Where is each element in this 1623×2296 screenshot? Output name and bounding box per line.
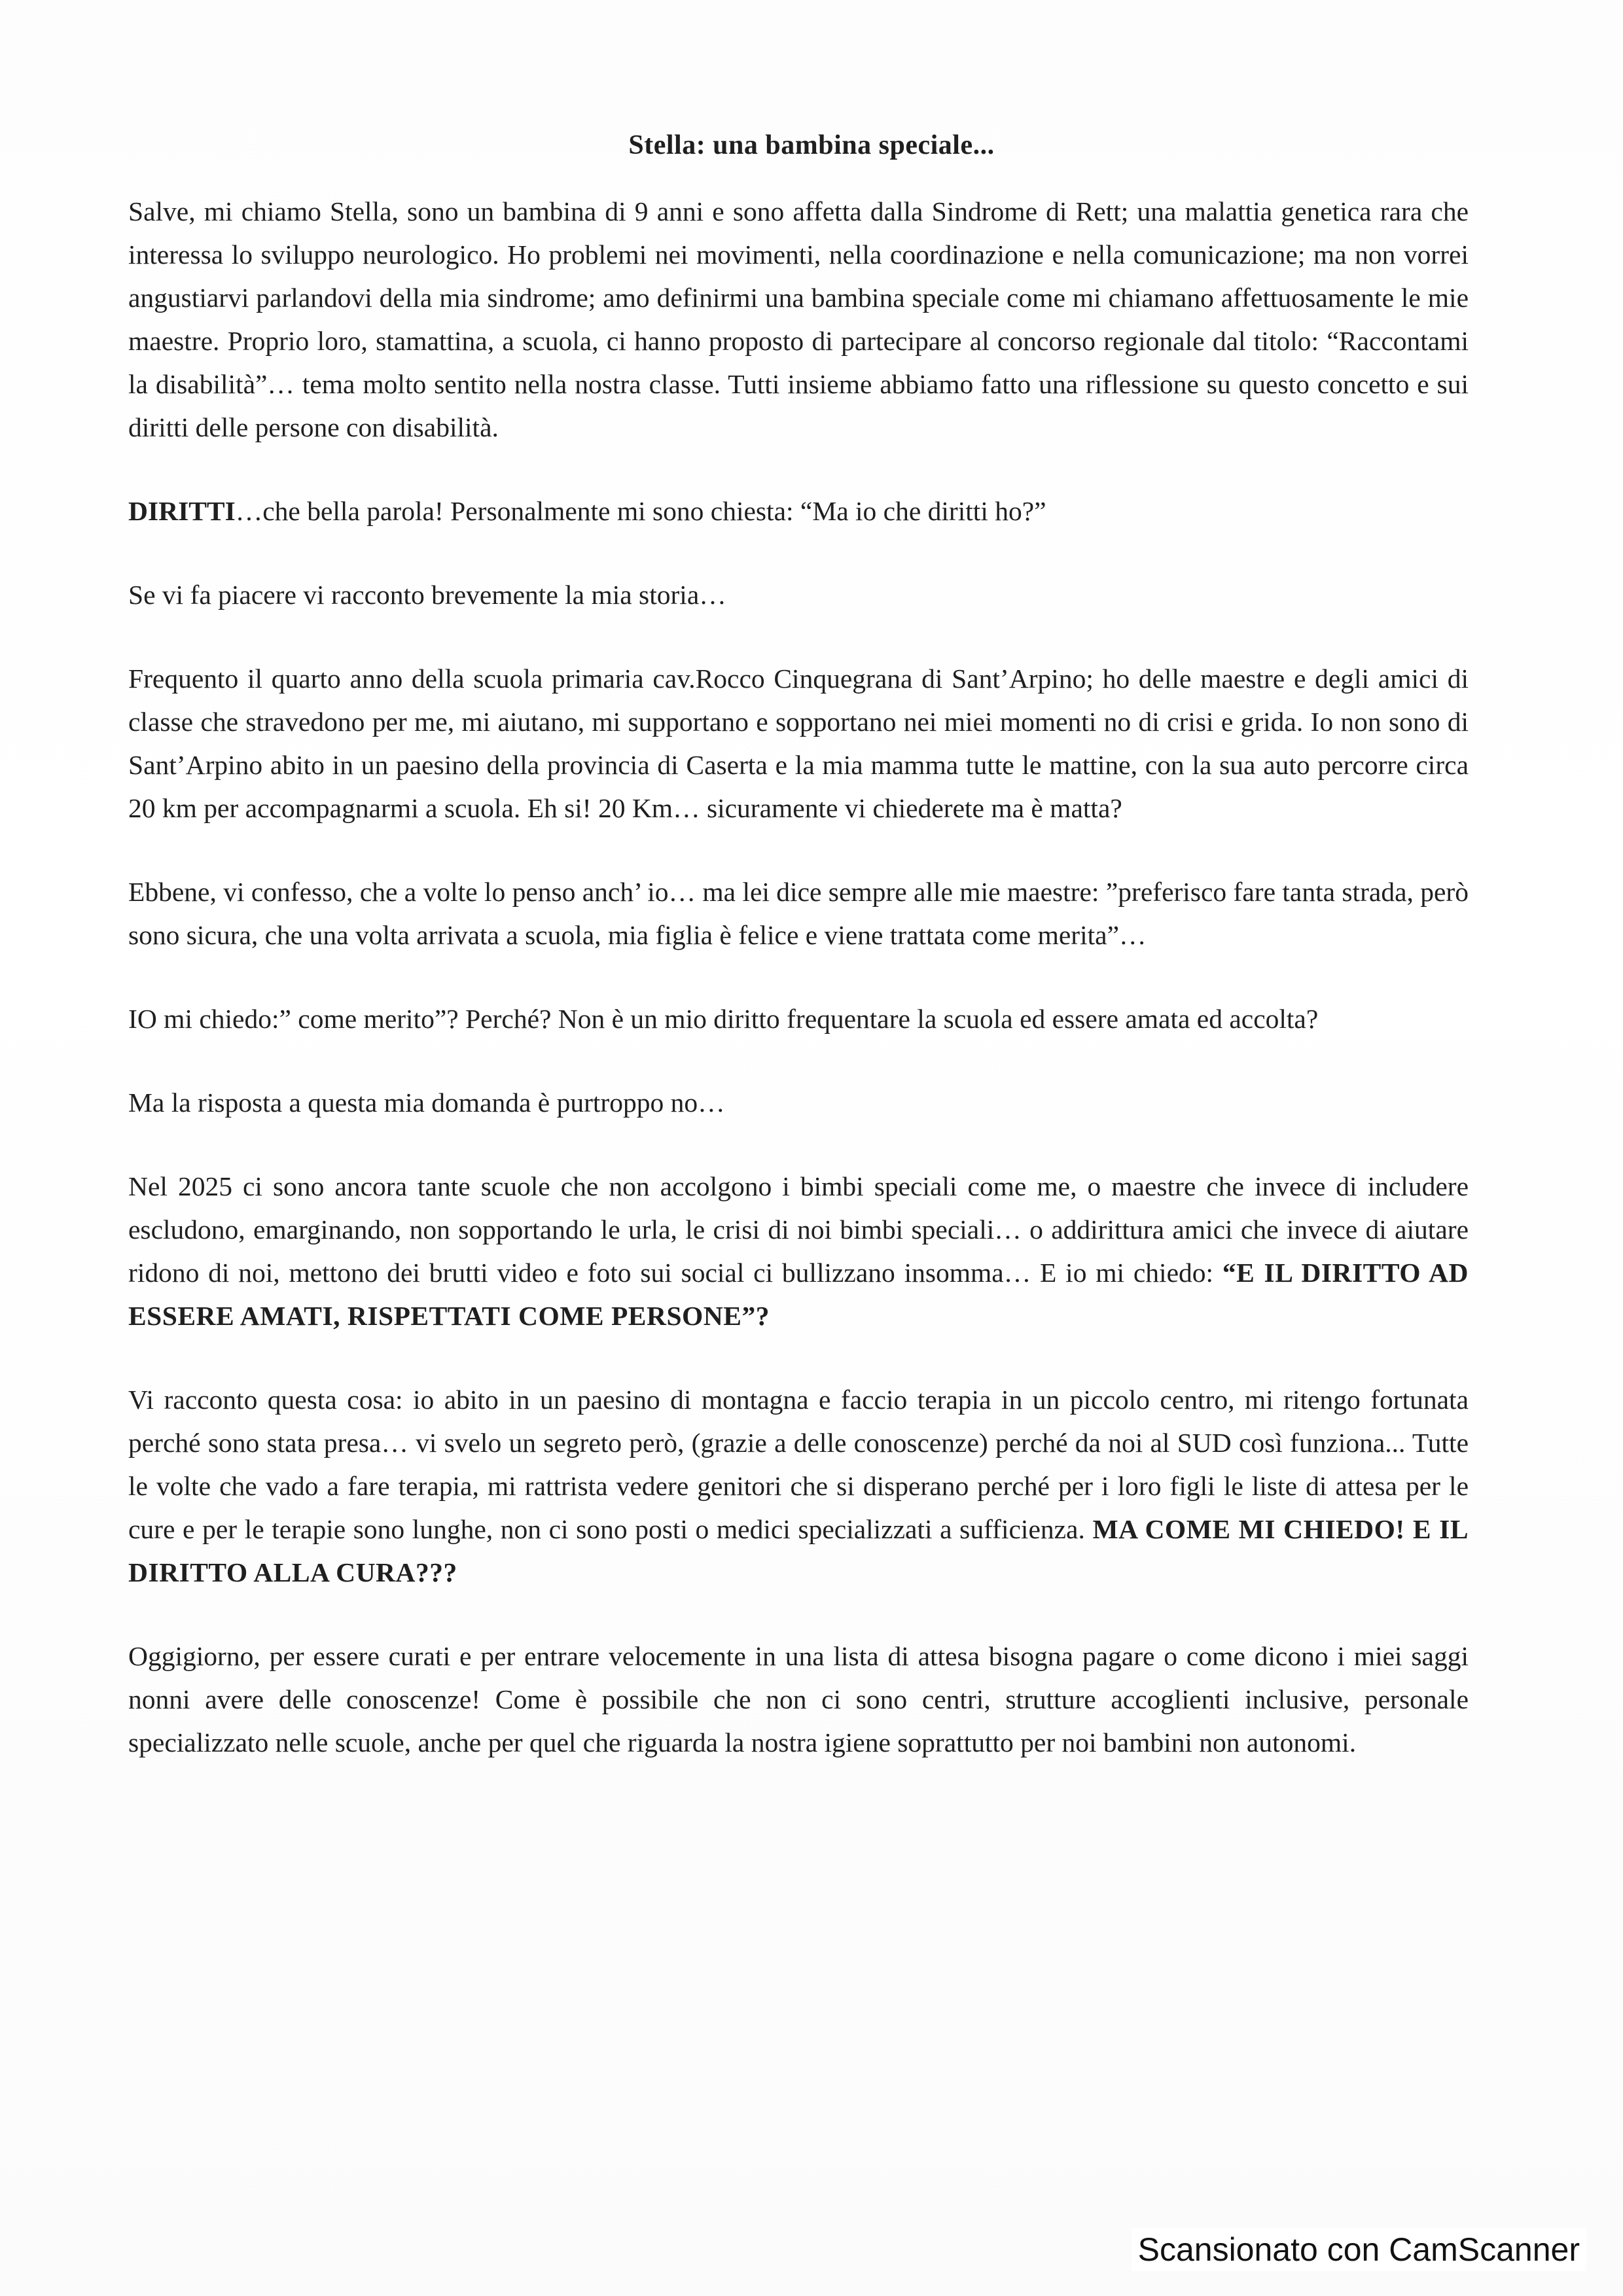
paragraph-text: Ma la risposta a questa mia domanda è purtroppo no… [128, 1087, 725, 1118]
paragraph-bold-text: “E IL DIRITTO AD ESSERE AMATI, RISPETTATI COME PERSONE”? [128, 1258, 1469, 1331]
paragraph-7 [128, 1081, 1469, 1124]
paragraph-text: Vi racconto questa cosa: io abito in un paesino di montagna e faccio terapia in un piccolo centro, mi ritengo fortunata perché sono stata presa… vi svelo un segreto però, (grazie a delle conoscenze) perché da noi al SUD così funziona... Tutte le volte che vado a fare terapia, mi rattrista vedere genitori che si disperano perché per i loro figli le liste di attesa per le cure e per le terapie sono lunghe, non ci sono posti o medici specializzati a sufficienza. [128, 1385, 1469, 1544]
paragraph-text: Nel 2025 ci sono ancora tante scuole che non accolgono i bimbi speciali come me, o maestre che invece di includere escludono, emarginando, non sopportando le urla, le crisi di noi bimbi speciali… o addirittura amici che invece di aiutare ridono di noi, mettono dei brutti video e foto sui social ci bullizzano insomma… E io mi chiedo: [128, 1171, 1469, 1288]
paragraph-text: Salve, mi chiamo Stella, sono un bambina di 9 anni e sono affetta dalla Sindrome di Rett; una malattia genetica rara che interessa lo sviluppo neurologico. Ho problemi nei movimenti, nella coordinazione e nella comunicazione; ma non vorrei angustiarvi parlandovi della mia sindrome; amo definirmi una bambina speciale come mi chiamano affettuosamente le mie maestre. Proprio loro, stamattina, a scuola, ci hanno proposto di partecipare al concorso regionale dal titolo: “Raccontami la disabilità”… tema molto sentito nella nostra classe. Tutti insieme abbiamo fatto una riflessione su questo concetto e sui diritti delle persone con disabilità. [128, 196, 1469, 442]
paragraph-bold-text: MA COME MI CHIEDO! E IL DIRITTO ALLA CURA??? [128, 1514, 1469, 1587]
paragraph-8 [128, 1165, 1469, 1337]
paragraph-text: Frequento il quarto anno della scuola primaria cav.Rocco Cinquegrana di Sant’Arpino; ho delle maestre e degli amici di classe che stravedono per me, mi aiutano, mi supportano e sopportano nei miei momenti no di crisi e grida. Io non sono di Sant’Arpino abito in un paesino della provincia di Caserta e la mia mamma tutte le mattine, con la sua auto percorre circa 20 km per accompagnarmi a scuola. Eh si! 20 Km… sicuramente vi chiederete ma è matta? [128, 663, 1469, 823]
paragraph-4 [128, 657, 1469, 830]
paragraph-text: Ebbene, vi confesso, che a volte lo penso anch’ io… ma lei dice sempre alle mie maestre: ”preferisco fare tanta strada, però sono sicura, che una volta arrivata a scuola, mia figlia è felice e viene trattata come merita”… [128, 877, 1469, 950]
document-body [128, 190, 1469, 1805]
paragraph-text: …che bella parola! Personalmente mi sono chiesta: “Ma io che diritti ho?” [235, 496, 1046, 526]
paragraph-text: IO mi chiedo:” come merito”? Perché? Non è un mio diritto frequentare la scuola ed essere amata ed accolta? [128, 1004, 1319, 1034]
paragraph-text: Se vi fa piacere vi racconto brevemente la mia storia… [128, 580, 726, 610]
paragraph-10 [128, 1634, 1469, 1764]
paragraph-2 [128, 489, 1469, 533]
paragraph-3 [128, 573, 1469, 616]
paragraph-bold-text: DIRITTI [128, 496, 236, 526]
document-title: Stella: una bambina speciale... [628, 130, 995, 160]
paragraph-1 [128, 190, 1469, 449]
scanner-watermark: Scansionato con CamScanner [1132, 2228, 1586, 2271]
paragraph-6 [128, 997, 1469, 1040]
paragraph-text: Oggigiorno, per essere curati e per entrare velocemente in una lista di attesa bisogna pagare o come dicono i miei saggi nonni avere delle conoscenze! Come è possibile che non ci sono centri, strutture accoglienti inclusive, personale specializzato nelle scuole, anche per quel che riguarda la nostra igiene soprattutto per noi bambini non autonomi. [128, 1641, 1469, 1757]
paragraph-5 [128, 870, 1469, 957]
paragraph-9 [128, 1378, 1469, 1594]
